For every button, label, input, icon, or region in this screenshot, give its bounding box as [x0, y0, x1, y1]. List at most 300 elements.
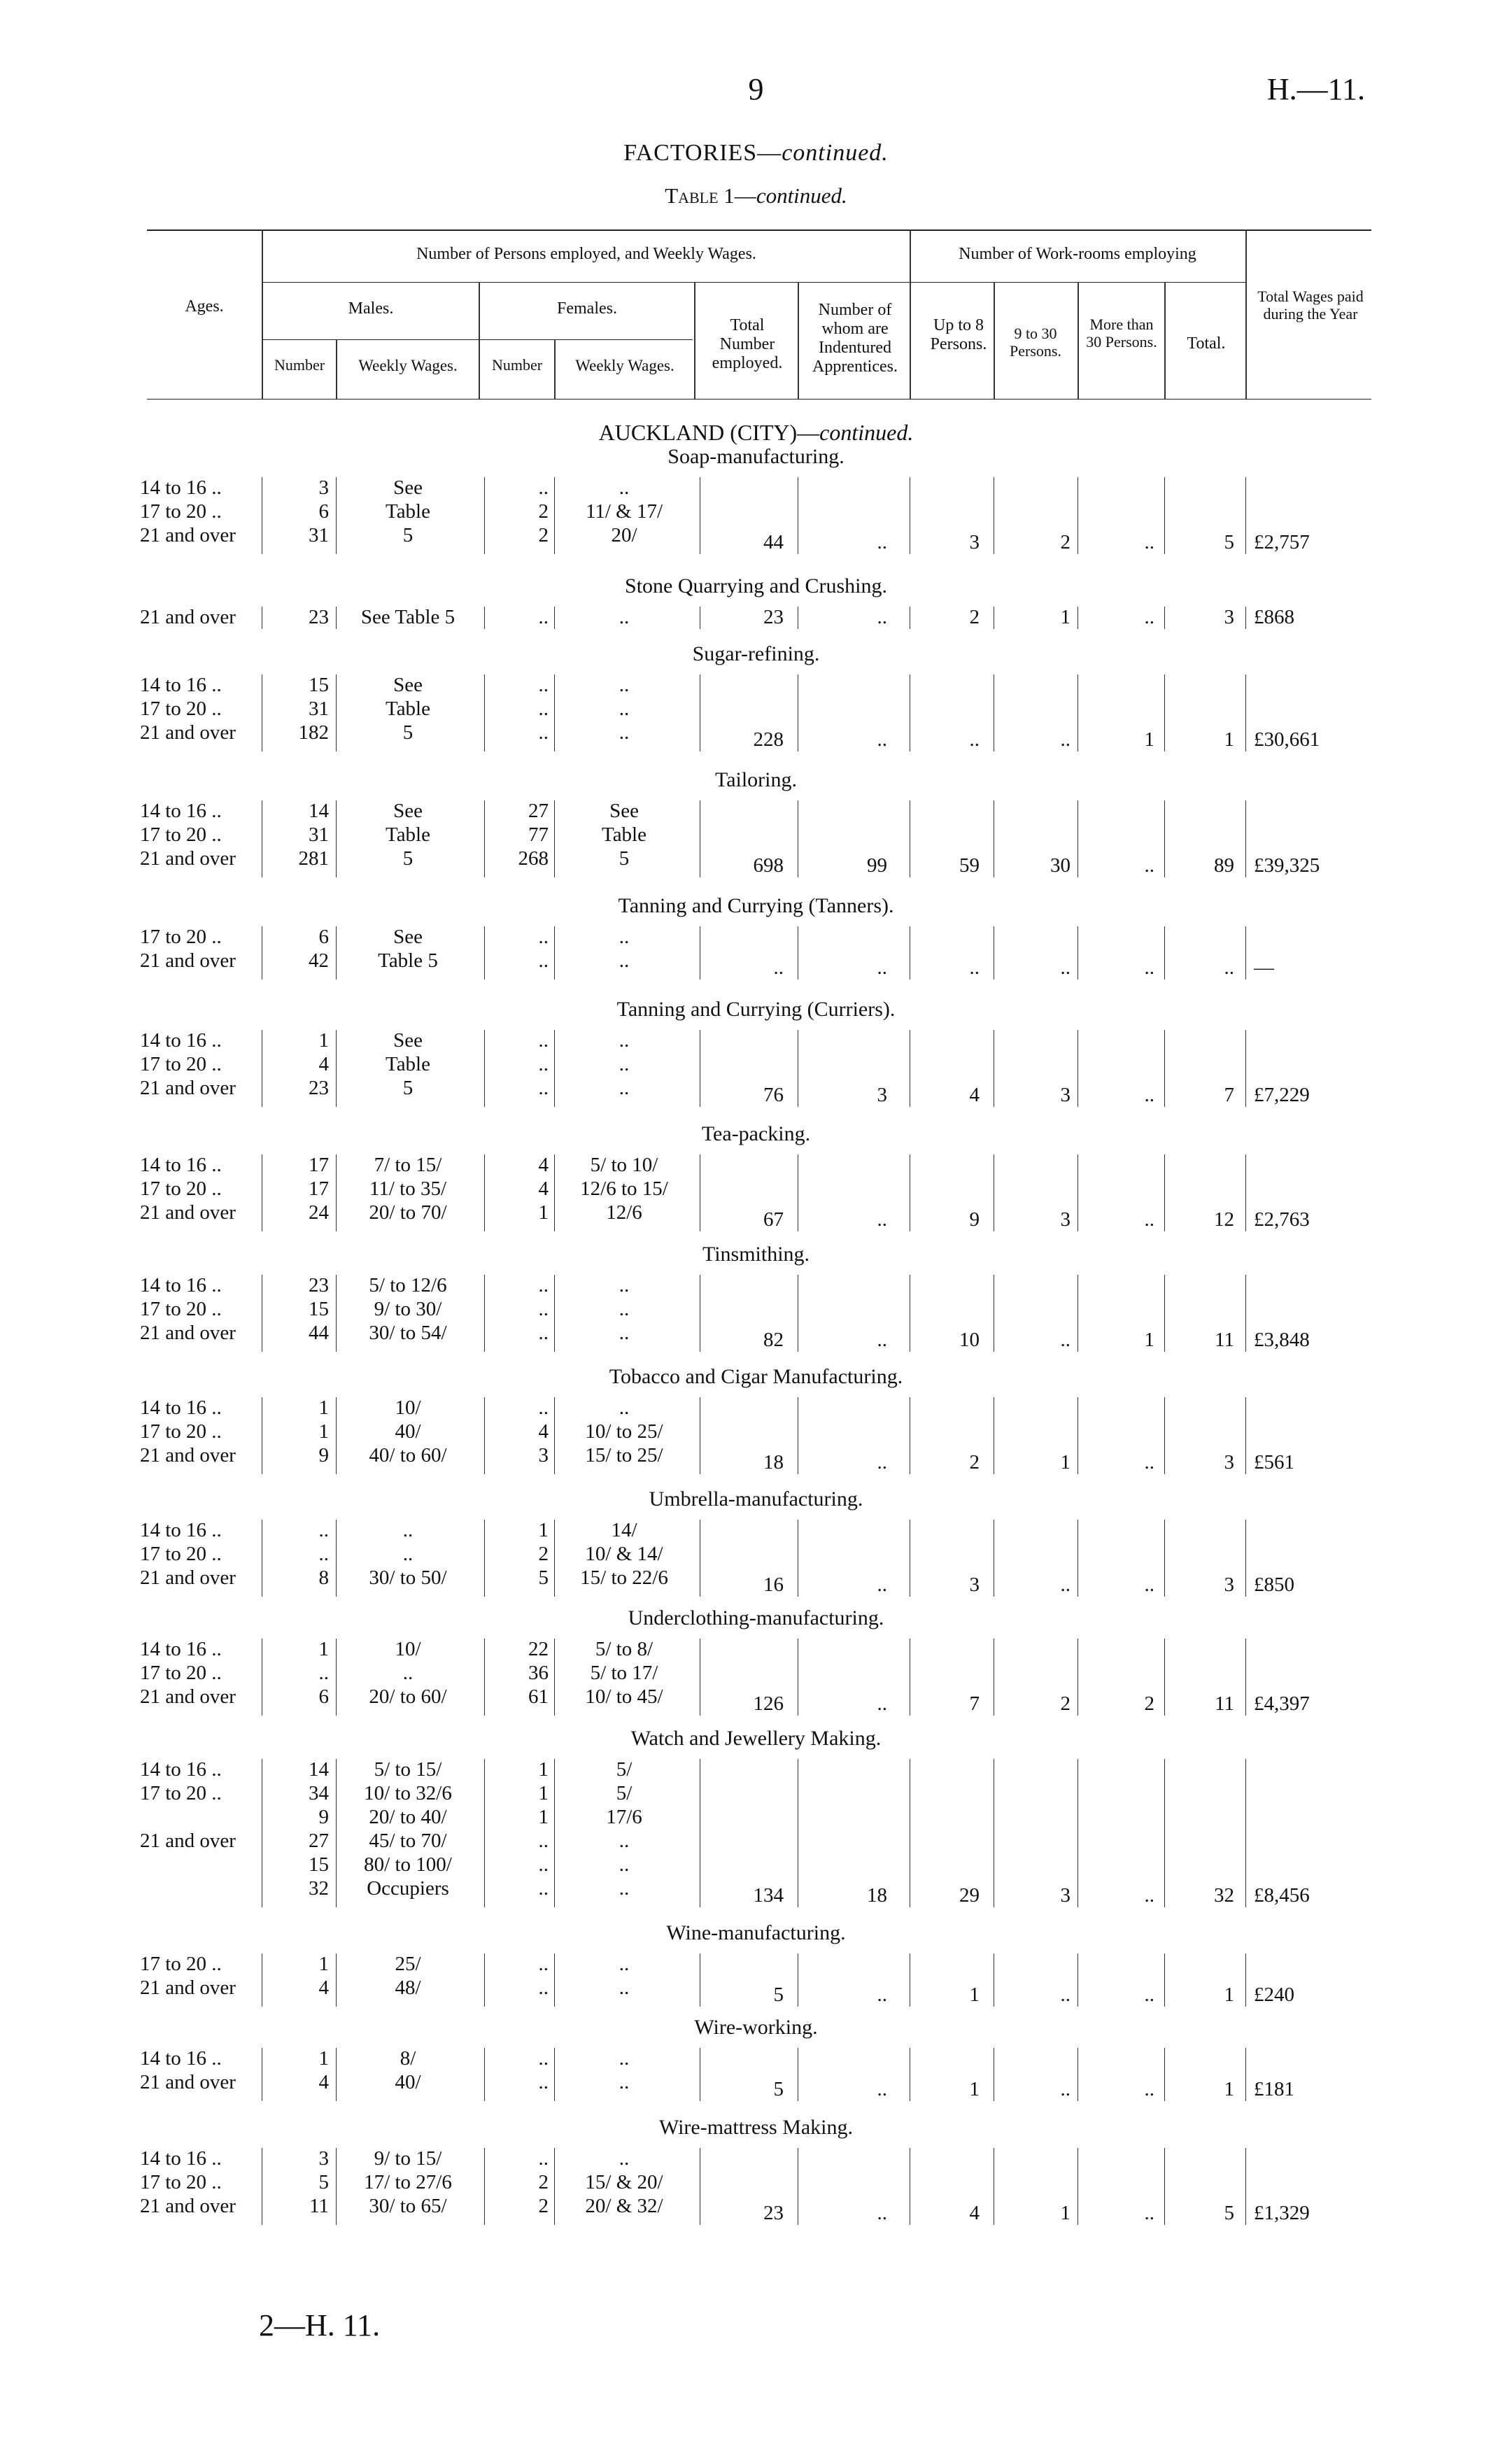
cell-ages: 14 to 16 ..	[140, 1758, 222, 1781]
cell-m-num: 3	[318, 476, 329, 499]
cell-f-wages: ..	[619, 2047, 630, 2070]
cell-m-num: 6	[318, 926, 329, 948]
cell-f-num: 2	[538, 1543, 549, 1565]
cell-up8: 1	[969, 1984, 980, 2006]
cell-appr: ..	[877, 606, 887, 628]
cell-m-num: 4	[318, 1977, 329, 1999]
industry-title: Tea-packing.	[701, 1122, 811, 1145]
cell-m-wages: 40/	[395, 1420, 421, 1443]
cell-m-wages: 5/ to 12/6	[369, 1274, 447, 1296]
cell-f-wages: ..	[619, 949, 630, 972]
cell-rooms: 5	[1224, 2202, 1234, 2224]
cell-ages: 21 and over	[140, 1685, 236, 1708]
cell-f-wages: 15/ to 25/	[585, 1444, 663, 1466]
cell-ages: 21 and over	[140, 721, 236, 744]
column-rule	[1245, 1639, 1246, 1716]
cell-appr: ..	[877, 531, 887, 553]
column-rule	[1164, 1520, 1165, 1597]
column-rule	[1245, 1154, 1246, 1231]
cell-f-num: ..	[538, 476, 549, 499]
industry-title: Umbrella-manufacturing.	[649, 1487, 863, 1511]
column-rule	[1164, 800, 1165, 877]
cell-f-wages: 15/ & 20/	[585, 2171, 663, 2193]
column-rule	[554, 1759, 555, 1907]
cell-f-num: ..	[538, 698, 549, 720]
header-up-to-8: Up to 8 Persons.	[930, 316, 987, 353]
persons-group-rule	[263, 282, 910, 283]
cell-n9-30: 3	[1060, 1884, 1071, 1907]
column-rule	[484, 1275, 485, 1352]
column-rule	[554, 1520, 555, 1597]
cell-m-num: 1	[318, 2047, 329, 2070]
cell-f-wages: ..	[619, 698, 630, 720]
header-male-number: Number	[274, 356, 325, 374]
column-rule	[336, 1759, 337, 1907]
cell-f-num: ..	[538, 1397, 549, 1419]
column-rule	[1245, 2148, 1246, 2225]
cell-f-wages: 5	[619, 847, 630, 870]
cell-appr: ..	[877, 1692, 887, 1715]
cell-m-wages: 48/	[395, 1977, 421, 1999]
cell-ages: 14 to 16 ..	[140, 1638, 222, 1660]
cell-m-num: 15	[309, 674, 329, 696]
column-rule	[1164, 674, 1165, 751]
cell-rooms: 1	[1224, 2078, 1234, 2100]
cell-ages: 14 to 16 ..	[140, 1029, 222, 1052]
column-rule	[484, 2148, 485, 2225]
cell-f-wages: ..	[619, 1877, 630, 1900]
cell-total: ..	[773, 956, 784, 979]
cell-appr: 18	[867, 1884, 887, 1907]
cell-f-num: ..	[538, 606, 549, 628]
cell-m-wages: 20/ to 40/	[369, 1806, 447, 1828]
cell-ages: 21 and over	[140, 1077, 236, 1099]
cell-m-wages: 5	[402, 524, 414, 546]
cell-f-wages: See	[609, 800, 639, 822]
cell-f-wages: ..	[619, 606, 630, 628]
column-rule	[484, 1759, 485, 1907]
cell-total: 76	[763, 1084, 784, 1106]
cell-m-num: 23	[309, 1077, 329, 1099]
header-total-wages: Total Wages paid during the Year	[1257, 288, 1364, 323]
column-rule	[484, 800, 485, 877]
cell-m-wages: See	[393, 800, 423, 822]
column-rule	[336, 1639, 337, 1716]
city-heading	[0, 420, 1512, 446]
column-rule	[1245, 1953, 1246, 2007]
cell-f-wages: ..	[619, 2147, 630, 2170]
cell-m-num: 281	[298, 847, 329, 870]
cell-m-wages: Table 5	[378, 949, 438, 972]
cell-f-wages: ..	[619, 1077, 630, 1099]
cell-ages: 17 to 20 ..	[140, 1543, 222, 1565]
industry-title: Tanning and Currying (Tanners).	[618, 894, 894, 917]
header-divider	[1245, 229, 1247, 399]
cell-wages: £8,456	[1254, 1884, 1310, 1907]
cell-ages: 14 to 16 ..	[140, 800, 222, 822]
header-apprentices: Number of whom are Indentured Apprentices.	[812, 301, 898, 376]
industry-title: Underclothing-manufacturing.	[628, 1606, 884, 1630]
cell-m-num: 1	[318, 1420, 329, 1443]
cell-f-num: ..	[538, 1274, 549, 1296]
cell-wages: £181	[1254, 2078, 1294, 2100]
cell-up8: ..	[969, 956, 980, 979]
cell-ages: 17 to 20 ..	[140, 1178, 222, 1200]
cell-appr: ..	[877, 1208, 887, 1231]
cell-f-num: ..	[538, 1830, 549, 1852]
cell-f-wages: 20/ & 32/	[585, 2195, 663, 2217]
cell-wages: £868	[1254, 606, 1294, 628]
cell-m-wages: Table	[386, 698, 430, 720]
cell-m-num: 1	[318, 1638, 329, 1660]
cell-n9-30: 1	[1060, 1451, 1071, 1473]
cell-rooms: 11	[1215, 1692, 1234, 1715]
cell-m-num: 182	[298, 721, 329, 744]
cell-appr: 99	[867, 854, 887, 877]
cell-m-num: 15	[309, 1298, 329, 1320]
cell-up8: 10	[959, 1329, 980, 1351]
cell-m-num: 4	[318, 1053, 329, 1075]
cell-appr: ..	[877, 2078, 887, 2100]
cell-ages: 17 to 20 ..	[140, 823, 222, 846]
cell-f-wages: 12/6 to 15/	[580, 1178, 668, 1200]
header-top-rule	[147, 229, 1371, 231]
cell-f-num: ..	[538, 674, 549, 696]
cell-f-num: 61	[528, 1685, 549, 1708]
cell-ages: 17 to 20 ..	[140, 1782, 222, 1804]
cell-m-num: 31	[309, 823, 329, 846]
cell-n9-30: ..	[1060, 2078, 1071, 2100]
column-rule	[1164, 926, 1165, 980]
header-divider	[994, 282, 995, 399]
column-rule	[484, 1520, 485, 1597]
document-reference: H.—11.	[1266, 72, 1365, 106]
column-rule	[554, 674, 555, 751]
page-title	[0, 140, 1512, 167]
cell-m-num: 6	[318, 1685, 329, 1708]
cell-ages: 21 and over	[140, 1201, 236, 1224]
cell-f-num: 4	[538, 1154, 549, 1176]
column-rule	[1245, 477, 1246, 554]
cell-f-wages: 15/ to 22/6	[580, 1567, 668, 1589]
cell-gt30: ..	[1144, 854, 1154, 877]
column-rule	[336, 926, 337, 980]
cell-ages: 17 to 20 ..	[140, 698, 222, 720]
cell-ages: 17 to 20 ..	[140, 1420, 222, 1443]
industry-title: Tanning and Currying (Curriers).	[616, 998, 896, 1021]
cell-gt30: ..	[1144, 1574, 1154, 1596]
cell-ages: 14 to 16 ..	[140, 1397, 222, 1419]
column-rule	[336, 1397, 337, 1474]
column-rule	[336, 1275, 337, 1352]
cell-appr: ..	[877, 1329, 887, 1351]
column-rule	[1164, 1275, 1165, 1352]
cell-up8: 4	[969, 2202, 980, 2224]
cell-n9-30: ..	[1060, 728, 1071, 751]
industry-title: Sugar-refining.	[692, 642, 820, 665]
cell-ages: 21 and over	[140, 2071, 236, 2093]
cell-up8: 1	[969, 2078, 980, 2100]
cell-m-num: 11	[309, 2195, 329, 2217]
cell-f-num: ..	[538, 1322, 549, 1344]
cell-m-num: 31	[309, 698, 329, 720]
column-rule	[1164, 607, 1165, 629]
city-main: AUCKLAND (CITY)—	[598, 420, 820, 445]
subtitle-main: Table 1—	[665, 183, 756, 208]
sex-group-rule	[263, 339, 693, 340]
cell-up8: 29	[959, 1884, 980, 1907]
cell-wages: £240	[1254, 1984, 1294, 2006]
column-rule	[1245, 1759, 1246, 1907]
column-rule	[1245, 1030, 1246, 1107]
cell-m-wages: 20/ to 70/	[369, 1201, 447, 1224]
cell-rooms: 11	[1215, 1329, 1234, 1351]
cell-ages: 17 to 20 ..	[140, 500, 222, 523]
cell-m-wages: 25/	[395, 1953, 421, 1975]
cell-appr: ..	[877, 728, 887, 751]
cell-n9-30: 3	[1060, 1084, 1071, 1106]
industry-title: Wine-manufacturing.	[666, 1921, 846, 1944]
header-total: Total.	[1187, 334, 1226, 353]
cell-up8: 2	[969, 606, 980, 628]
title-italic: continued.	[782, 140, 889, 166]
column-rule	[554, 800, 555, 877]
cell-gt30: ..	[1144, 1208, 1154, 1231]
cell-f-num: ..	[538, 1298, 549, 1320]
cell-f-wages: 11/ & 17/	[585, 500, 663, 523]
cell-f-wages: 5/ to 8/	[595, 1638, 653, 1660]
cell-wages: £30,661	[1254, 728, 1320, 751]
cell-n9-30: 1	[1060, 2202, 1071, 2224]
cell-total: 16	[763, 1574, 784, 1596]
cell-gt30: ..	[1144, 1884, 1154, 1907]
column-rule	[554, 1397, 555, 1474]
cell-m-wages: See	[393, 1029, 423, 1052]
page-footer: 2—H. 11.	[259, 2308, 381, 2342]
cell-m-num: 14	[309, 800, 329, 822]
cell-wages: £3,848	[1254, 1329, 1310, 1351]
cell-m-wages: 17/ to 27/6	[364, 2171, 452, 2193]
cell-f-wages: ..	[619, 1397, 630, 1419]
cell-ages: 21 and over	[140, 606, 236, 628]
cell-f-num: ..	[538, 1029, 549, 1052]
cell-f-num: 22	[528, 1638, 549, 1660]
header-males: Males.	[348, 299, 394, 318]
column-rule	[484, 477, 485, 554]
cell-ages: 17 to 20 ..	[140, 1298, 222, 1320]
cell-m-num: 9	[318, 1444, 329, 1466]
cell-appr: 3	[877, 1084, 887, 1106]
column-rule	[1164, 1953, 1165, 2007]
column-rule	[1164, 2148, 1165, 2225]
header-divider	[694, 282, 695, 399]
cell-ages: 14 to 16 ..	[140, 1274, 222, 1296]
cell-up8: 4	[969, 1084, 980, 1106]
cell-gt30: 1	[1144, 728, 1154, 751]
cell-total: 5	[773, 2078, 784, 2100]
cell-n9-30: 1	[1060, 606, 1071, 628]
cell-m-wages: 45/ to 70/	[369, 1830, 447, 1852]
cell-appr: ..	[877, 1574, 887, 1596]
cell-m-num: ..	[318, 1543, 329, 1565]
cell-ages: 21 and over	[140, 1567, 236, 1589]
cell-ages: 21 and over	[140, 847, 236, 870]
cell-ages: 14 to 16 ..	[140, 1154, 222, 1176]
cell-ages: 14 to 16 ..	[140, 2147, 222, 2170]
cell-f-wages: ..	[619, 1953, 630, 1975]
cell-m-wages: 80/ to 100/	[364, 1853, 452, 1876]
cell-rooms: 1	[1224, 728, 1234, 751]
cell-m-num: 23	[309, 606, 329, 628]
column-rule	[1164, 477, 1165, 554]
industry-title: Watch and Jewellery Making.	[630, 1727, 882, 1750]
column-rule	[484, 926, 485, 980]
cell-m-wages: 5	[402, 721, 414, 744]
cell-f-wages: 5/	[616, 1782, 633, 1804]
cell-m-num: 17	[309, 1178, 329, 1200]
cell-m-num: ..	[318, 1662, 329, 1684]
cell-ages: 14 to 16 ..	[140, 1519, 222, 1541]
cell-m-wages: 10/	[395, 1397, 421, 1419]
industry-title: Tailoring.	[714, 768, 798, 791]
cell-n9-30: 2	[1060, 531, 1071, 553]
industry-title: Soap-manufacturing.	[667, 445, 845, 468]
cell-m-wages: 5	[402, 847, 414, 870]
cell-f-num: ..	[538, 2147, 549, 2170]
column-rule	[484, 1639, 485, 1716]
cell-gt30: ..	[1144, 1084, 1154, 1106]
cell-f-num: ..	[538, 1853, 549, 1876]
column-rule	[1245, 2048, 1246, 2101]
cell-f-wages: 17/6	[606, 1806, 642, 1828]
cell-m-wages: 5	[402, 1077, 414, 1099]
cell-m-wages: 30/ to 65/	[369, 2195, 447, 2217]
cell-f-num: ..	[538, 926, 549, 948]
cell-m-wages: See	[393, 476, 423, 499]
cell-f-num: ..	[538, 1977, 549, 1999]
cell-f-wages: ..	[619, 674, 630, 696]
cell-f-wages: ..	[619, 1053, 630, 1075]
column-rule	[1164, 2048, 1165, 2101]
cell-rooms: 3	[1224, 606, 1234, 628]
header-divider	[1078, 282, 1079, 399]
cell-total: 67	[763, 1208, 784, 1231]
cell-m-wages: See	[393, 926, 423, 948]
cell-f-num: ..	[538, 949, 549, 972]
cell-m-num: 9	[318, 1806, 329, 1828]
cell-m-num: 27	[309, 1830, 329, 1852]
cell-n9-30: 3	[1060, 1208, 1071, 1231]
cell-gt30: ..	[1144, 531, 1154, 553]
cell-f-num: ..	[538, 2047, 549, 2070]
cell-ages: 21 and over	[140, 524, 236, 546]
cell-up8: 3	[969, 1574, 980, 1596]
cell-f-num: ..	[538, 1077, 549, 1099]
cell-n9-30: ..	[1060, 1574, 1071, 1596]
cell-gt30: ..	[1144, 1451, 1154, 1473]
cell-f-wages: ..	[619, 926, 630, 948]
cell-m-num: 8	[318, 1567, 329, 1589]
column-rule	[554, 1275, 555, 1352]
cell-f-wages: 5/ to 17/	[590, 1662, 658, 1684]
cell-wages: £1,329	[1254, 2202, 1310, 2224]
column-rule	[1245, 1520, 1246, 1597]
cell-ages: 17 to 20 ..	[140, 1662, 222, 1684]
cell-f-wages: ..	[619, 476, 630, 499]
cell-f-wages: 5/	[616, 1758, 633, 1781]
cell-ages: 17 to 20 ..	[140, 926, 222, 948]
cell-m-wages: 11/ to 35/	[369, 1178, 447, 1200]
cell-n9-30: ..	[1060, 1984, 1071, 2006]
cell-m-wages: 10/ to 32/6	[364, 1782, 452, 1804]
column-rule	[336, 674, 337, 751]
column-rule	[336, 1953, 337, 2007]
header-workrooms-group: Number of Work-rooms employing	[959, 245, 1196, 263]
cell-wages: £850	[1254, 1574, 1294, 1596]
cell-gt30: ..	[1144, 2202, 1154, 2224]
cell-m-wages: See Table 5	[360, 606, 455, 628]
cell-n9-30: 30	[1050, 854, 1071, 877]
cell-ages: 21 and over	[140, 1830, 236, 1852]
cell-up8: 9	[969, 1208, 980, 1231]
cell-m-wages: See	[393, 674, 423, 696]
column-rule	[1164, 1759, 1165, 1907]
header-ages: Ages.	[185, 297, 224, 316]
cell-f-num: ..	[538, 1877, 549, 1900]
column-rule	[1245, 1397, 1246, 1474]
cell-f-num: ..	[538, 1053, 549, 1075]
cell-f-num: 1	[538, 1806, 549, 1828]
cell-n9-30: ..	[1060, 956, 1071, 979]
cell-f-num: 1	[538, 1519, 549, 1541]
cell-m-wages: 5/ to 15/	[374, 1758, 442, 1781]
header-female-number: Number	[491, 356, 543, 374]
column-rule	[554, 926, 555, 980]
header-male-weekly-wages: Weekly Wages.	[358, 357, 458, 374]
cell-total: 23	[763, 606, 784, 628]
cell-m-num: 1	[318, 1029, 329, 1052]
column-rule	[336, 2048, 337, 2101]
cell-m-wages: 40/ to 60/	[369, 1444, 447, 1466]
column-rule	[336, 1154, 337, 1231]
cell-f-num: 268	[518, 847, 549, 870]
cell-gt30: ..	[1144, 606, 1154, 628]
cell-m-num: 24	[309, 1201, 329, 1224]
cell-up8: 2	[969, 1451, 980, 1473]
column-rule	[336, 1520, 337, 1597]
column-rule	[554, 2048, 555, 2101]
cell-f-wages: ..	[619, 1029, 630, 1052]
cell-f-wages: ..	[619, 1977, 630, 1999]
cell-f-num: 2	[538, 2195, 549, 2217]
industry-title: Wire-working.	[694, 2016, 818, 2039]
cell-m-num: 15	[309, 1853, 329, 1876]
cell-ages: 21 and over	[140, 1444, 236, 1466]
cell-gt30: ..	[1144, 956, 1154, 979]
column-rule	[336, 800, 337, 877]
cell-f-num: 1	[538, 1201, 549, 1224]
industry-title: Tinsmithing.	[702, 1243, 810, 1266]
cell-f-num: 1	[538, 1758, 549, 1781]
column-rule	[554, 477, 555, 554]
cell-m-wages: 9/ to 30/	[374, 1298, 442, 1320]
column-rule	[484, 1953, 485, 2007]
column-rule	[1164, 1030, 1165, 1107]
cell-appr: ..	[877, 956, 887, 979]
cell-total: 82	[763, 1329, 784, 1351]
cell-f-num: 4	[538, 1178, 549, 1200]
column-rule	[484, 674, 485, 751]
